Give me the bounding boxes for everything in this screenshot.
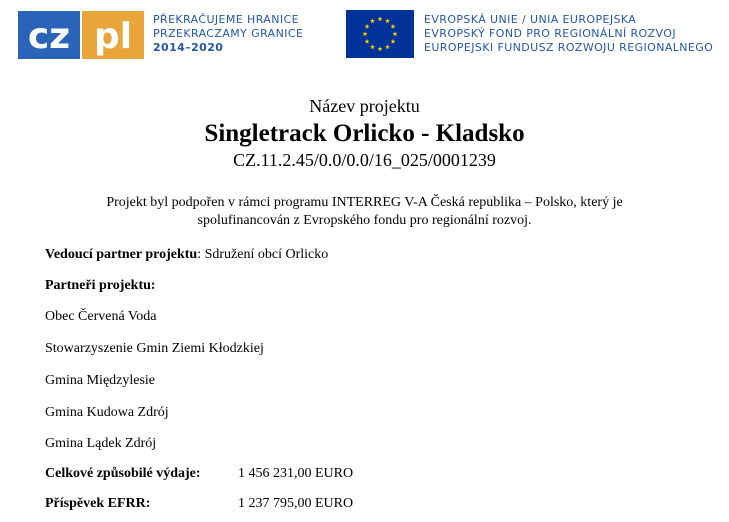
efrr-value: 1 237 795,00 EURO — [238, 496, 354, 511]
project-intro — [40, 194, 689, 230]
eu-flag-icon — [346, 10, 414, 58]
czpl-slogan — [153, 13, 303, 55]
svg-text:cz: cz — [27, 16, 71, 57]
partner-item: Gmina Międzylesie — [45, 373, 156, 388]
lead-partner — [45, 247, 328, 263]
project-title: Singletrack Orlicko - Kladsko — [204, 120, 525, 147]
partner-item: Obec Červená Voda — [45, 309, 157, 324]
eu-line-3: EUROPEJSKI FUNDUSZ ROZWOJU REGIONALNEGO — [424, 41, 714, 54]
eligible-costs-value: 1 456 231,00 EURO — [238, 466, 354, 481]
intro-line-2: spolufinancován z Evropského fondu pro regionální rozvoj. — [197, 213, 532, 228]
project-code: CZ.11.2.45/0.0/0.0/16_025/0001239 — [233, 150, 496, 170]
lead-partner-label: Vedoucí partner projektu — [45, 247, 198, 262]
eu-text — [424, 13, 713, 55]
partner-item: Gmina Kudowa Zdrój — [45, 405, 169, 420]
eligible-costs-label: Celkové způsobilé výdaje: — [45, 466, 201, 481]
lead-partner-value: : Sdružení obcí Orlicko — [197, 247, 329, 262]
czpl-years: 2014–2020 — [153, 41, 224, 54]
svg-text:pl: pl — [93, 16, 133, 57]
partner-item: Stowarzyszenie Gmin Ziemi Kłodzkiej — [45, 341, 264, 356]
eu-line-2: EVROPSKÝ FOND PRO REGIONÁLNÍ ROZVOJ — [424, 27, 676, 40]
project-name-label: Název projektu — [309, 96, 420, 116]
partners-label: Partneři projektu: — [45, 278, 156, 293]
czpl-logo — [18, 11, 144, 59]
czpl-slogan-cz: PŘEKRAČUJEME HRANICE — [153, 13, 299, 26]
partner-item: Gmina Lądek Zdrój — [45, 436, 157, 451]
eu-line-1: EVROPSKÁ UNIE / UNIA EUROPEJSKA — [424, 13, 637, 26]
efrr-label: Příspěvek EFRR: — [45, 496, 151, 511]
czpl-slogan-pl: PRZEKRACZAMY GRANICE — [153, 27, 304, 40]
intro-line-1: Projekt byl podpořen v rámci programu INTERREG V-A Česká republika – Polsko, který je — [106, 195, 623, 210]
